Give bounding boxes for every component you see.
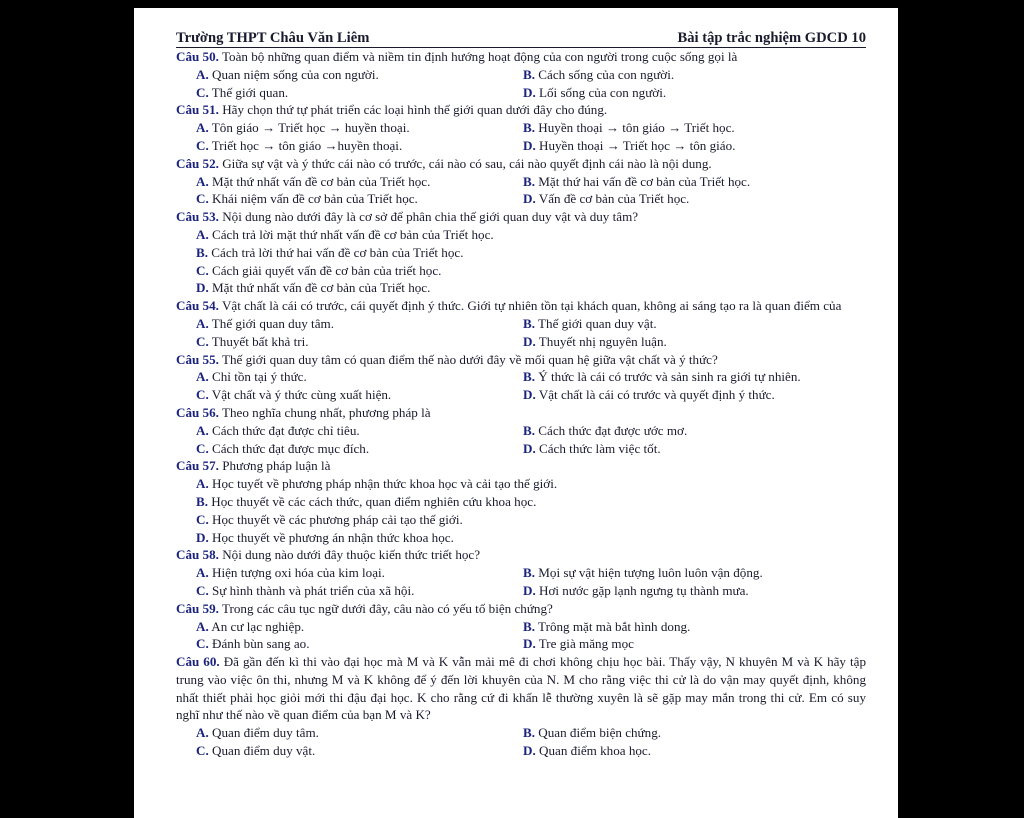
- question-59: [176, 600, 866, 653]
- school-name: Trường THPT Châu Văn Liêm: [176, 30, 370, 46]
- answer-option: [196, 386, 523, 404]
- option-row: [176, 226, 866, 244]
- option-text: Khái niệm vấn đề cơ bản của Triết học.: [208, 191, 418, 207]
- answer-option: [196, 422, 523, 440]
- option-text: Hiện tượng oxi hóa của kim loại.: [208, 565, 385, 581]
- question-60: [176, 653, 866, 760]
- question-number: Câu 55.: [176, 351, 219, 367]
- option-key: C.: [196, 84, 209, 100]
- answer-option: [196, 742, 523, 760]
- question-number: Câu 58.: [176, 547, 219, 563]
- answer-option: [196, 173, 523, 191]
- answer-option: [196, 244, 464, 262]
- option-key: B.: [523, 66, 536, 82]
- answer-option: [523, 386, 850, 404]
- answer-option: [523, 742, 850, 760]
- option-text: Tre già măng mọc: [535, 636, 634, 652]
- question-51: [176, 101, 866, 154]
- option-text: Lối sống của con người.: [535, 84, 667, 100]
- document-page: [134, 8, 898, 818]
- option-key: A.: [196, 226, 209, 242]
- option-key: A.: [196, 565, 209, 581]
- answer-option: [196, 475, 557, 493]
- option-row: [176, 422, 866, 440]
- option-text: Quan điểm duy tâm.: [208, 725, 319, 741]
- option-text: Cách thức đạt được ước mơ.: [535, 422, 688, 438]
- option-key: A.: [196, 476, 209, 492]
- option-row: [176, 511, 866, 529]
- answer-option: [523, 66, 850, 84]
- option-text: Quan điểm khoa học.: [535, 743, 652, 759]
- question-text: Thế giới quan duy tâm có quan điểm thế nào dưới đây về mối quan hệ giữa vật chất và ý thức?: [218, 351, 718, 367]
- question-50: [176, 48, 866, 101]
- question-54: [176, 297, 866, 350]
- question-text: Vật chất là cái có trước, cái quyết định ý thức. Giới tự nhiên tồn tại khách quan, không ai sáng tạo ra là quan điểm của: [218, 298, 842, 314]
- option-key: D.: [196, 280, 209, 296]
- question-stem: [176, 48, 866, 66]
- option-key: D.: [523, 137, 536, 153]
- option-text: Triết học → tôn giáo →huyền thoại.: [208, 137, 403, 153]
- option-text: Học tuyết về phương pháp nhận thức khoa học và cải tạo thế giới.: [208, 476, 558, 492]
- option-text: Học thuyết về các cách thức, quan điểm nghiên cứu khoa học.: [208, 493, 537, 509]
- option-key: D.: [523, 333, 536, 349]
- question-stem: [176, 653, 866, 724]
- option-key: A.: [196, 422, 209, 438]
- option-row: [176, 635, 866, 653]
- option-text: Mọi sự vật hiện tượng luôn luôn vận động.: [535, 565, 763, 581]
- option-key: B.: [523, 725, 536, 741]
- option-text: Thế giới quan duy tâm.: [208, 315, 334, 331]
- answer-option: [196, 226, 494, 244]
- option-key: C.: [196, 582, 209, 598]
- question-stem: [176, 155, 866, 173]
- option-text: Cách sống của con người.: [535, 66, 675, 82]
- option-key: B.: [523, 422, 536, 438]
- answer-option: [196, 529, 454, 547]
- option-key: C.: [196, 387, 209, 403]
- option-key: C.: [196, 333, 209, 349]
- question-number: Câu 59.: [176, 600, 219, 616]
- option-row: [176, 582, 866, 600]
- document-content: [176, 30, 866, 760]
- answer-option: [196, 137, 523, 155]
- option-key: D.: [523, 636, 536, 652]
- option-key: C.: [196, 137, 209, 153]
- question-52: [176, 155, 866, 208]
- question-text: Toàn bộ những quan điểm và niềm tin định hướng hoạt động của con người trong cuộc sống gọi là: [218, 49, 738, 64]
- question-56: [176, 404, 866, 457]
- option-text: Cách trả lời thứ hai vấn đề cơ bản của Triết học.: [208, 244, 464, 260]
- option-row: [176, 279, 866, 297]
- question-stem: [176, 404, 866, 422]
- page-header: [176, 30, 866, 48]
- question-number: Câu 53.: [176, 209, 219, 225]
- option-key: A.: [196, 315, 209, 331]
- option-text: Ý thức là cái có trước và sản sinh ra giới tự nhiên.: [535, 369, 801, 385]
- option-key: B.: [523, 173, 536, 189]
- option-text: Thế giới quan duy vật.: [535, 315, 657, 331]
- option-text: Vật chất và ý thức cùng xuất hiện.: [208, 387, 392, 403]
- option-row: [176, 529, 866, 547]
- answer-option: [196, 368, 523, 386]
- question-stem: [176, 600, 866, 618]
- option-row: [176, 66, 866, 84]
- option-text: Học thuyết về phương án nhận thức khoa học.: [208, 529, 454, 545]
- answer-option: [523, 137, 850, 155]
- option-text: Mặt thứ nhất vấn đề cơ bản của Triết học.: [208, 280, 431, 296]
- option-key: B.: [196, 493, 209, 509]
- answer-option: [196, 190, 523, 208]
- question-text: Giữa sự vật và ý thức cái nào có trước, cái nào có sau, cái nào quyết định cái nào là nội dung.: [218, 155, 712, 171]
- option-row: [176, 262, 866, 280]
- question-58: [176, 546, 866, 599]
- option-row: [176, 724, 866, 742]
- option-row: [176, 618, 866, 636]
- question-number: Câu 50.: [176, 49, 219, 64]
- answer-option: [523, 564, 850, 582]
- option-row: [176, 244, 866, 262]
- answer-option: [196, 119, 523, 137]
- answer-option: [196, 333, 523, 351]
- option-key: C.: [196, 743, 209, 759]
- question-list: [176, 48, 866, 760]
- option-text: Thế giới quan.: [208, 84, 289, 100]
- option-key: A.: [196, 120, 209, 136]
- option-text: Thuyết nhị nguyên luận.: [535, 333, 667, 349]
- answer-option: [196, 582, 523, 600]
- answer-option: [523, 422, 850, 440]
- option-text: Chỉ tồn tại ý thức.: [208, 369, 307, 385]
- question-number: Câu 56.: [176, 404, 219, 420]
- option-text: Cách thức đạt được chỉ tiêu.: [208, 422, 360, 438]
- option-key: B.: [196, 244, 209, 260]
- option-key: B.: [523, 315, 536, 331]
- question-55: [176, 351, 866, 404]
- answer-option: [523, 119, 850, 137]
- option-key: A.: [196, 369, 209, 385]
- question-stem: [176, 457, 866, 475]
- option-key: D.: [523, 84, 536, 100]
- option-text: Cách thức đạt được mục đích.: [208, 440, 370, 456]
- option-row: [176, 190, 866, 208]
- option-text: Vật chất là cái có trước và quyết định ý thức.: [535, 387, 775, 403]
- option-text: Tôn giáo → Triết học → huyền thoại.: [208, 120, 410, 136]
- option-key: A.: [196, 66, 209, 82]
- option-key: A.: [196, 725, 209, 741]
- answer-option: [523, 582, 850, 600]
- option-key: C.: [196, 262, 209, 278]
- option-text: Sự hình thành và phát triển của xã hội.: [208, 582, 415, 598]
- option-key: B.: [523, 618, 536, 634]
- answer-option: [196, 724, 523, 742]
- option-text: Mặt thứ nhất vấn đề cơ bản của Triết học.: [208, 173, 431, 189]
- question-number: Câu 54.: [176, 298, 219, 314]
- question-stem: [176, 351, 866, 369]
- question-text: Theo nghĩa chung nhất, phương pháp là: [218, 404, 431, 420]
- option-key: D.: [196, 529, 209, 545]
- option-key: C.: [196, 636, 209, 652]
- option-text: An cư lạc nghiệp.: [208, 618, 305, 634]
- option-key: D.: [523, 743, 536, 759]
- option-key: D.: [523, 387, 536, 403]
- answer-option: [523, 618, 850, 636]
- answer-option: [523, 315, 850, 333]
- answer-option: [196, 315, 523, 333]
- option-row: [176, 440, 866, 458]
- option-row: [176, 386, 866, 404]
- answer-option: [196, 493, 536, 511]
- option-row: [176, 315, 866, 333]
- option-text: Đánh bùn sang ao.: [208, 636, 310, 652]
- option-row: [176, 119, 866, 137]
- question-stem: [176, 101, 866, 119]
- answer-option: [196, 279, 430, 297]
- option-text: Học thuyết về các phương pháp cải tạo thế giới.: [208, 511, 463, 527]
- option-text: Trông mặt mà bắt hình dong.: [535, 618, 691, 634]
- option-key: D.: [523, 191, 536, 207]
- question-text: Nội dung nào dưới đây thuộc kiến thức triết học?: [218, 547, 481, 563]
- question-number: Câu 52.: [176, 155, 219, 171]
- option-text: Cách trả lời mặt thứ nhất vấn đề cơ bản của Triết học.: [208, 226, 494, 242]
- answer-option: [523, 635, 850, 653]
- question-stem: [176, 297, 866, 315]
- option-row: [176, 368, 866, 386]
- answer-option: [196, 564, 523, 582]
- answer-option: [523, 190, 850, 208]
- question-57: [176, 457, 866, 546]
- answer-option: [523, 173, 850, 191]
- option-text: Quan niệm sống của con người.: [208, 66, 379, 82]
- option-text: Thuyết bất khả tri.: [208, 333, 309, 349]
- question-stem: [176, 208, 866, 226]
- option-key: D.: [523, 582, 536, 598]
- option-row: [176, 742, 866, 760]
- option-row: [176, 137, 866, 155]
- answer-option: [196, 262, 441, 280]
- option-row: [176, 84, 866, 102]
- option-text: Cách giải quyết vấn đề cơ bản của triết học.: [208, 262, 442, 278]
- answer-option: [196, 84, 523, 102]
- option-text: Huyền thoại → Triết học → tôn giáo.: [535, 137, 736, 153]
- option-key: C.: [196, 191, 209, 207]
- question-number: Câu 51.: [176, 102, 219, 118]
- question-text: Trong các câu tục ngữ dưới đây, câu nào có yếu tố biện chứng?: [218, 600, 553, 616]
- answer-option: [196, 66, 523, 84]
- question-text: Phương pháp luận là: [218, 458, 331, 474]
- option-row: [176, 173, 866, 191]
- option-row: [176, 475, 866, 493]
- answer-option: [196, 618, 523, 636]
- option-row: [176, 564, 866, 582]
- option-key: D.: [523, 440, 536, 456]
- option-text: Cách thức làm việc tốt.: [535, 440, 661, 456]
- option-row: [176, 493, 866, 511]
- answer-option: [196, 635, 523, 653]
- question-stem: [176, 546, 866, 564]
- option-key: A.: [196, 618, 209, 634]
- answer-option: [523, 84, 850, 102]
- question-number: Câu 60.: [176, 654, 220, 670]
- option-key: B.: [523, 120, 536, 136]
- option-key: C.: [196, 440, 209, 456]
- option-text: Hơi nước gặp lạnh ngưng tụ thành mưa.: [535, 582, 749, 598]
- option-text: Quan điểm biện chứng.: [535, 725, 662, 741]
- option-text: Huyền thoại → tôn giáo → Triết học.: [535, 120, 735, 136]
- answer-option: [523, 440, 850, 458]
- answer-option: [523, 333, 850, 351]
- option-text: Vấn đề cơ bản của Triết học.: [535, 191, 690, 207]
- answer-option: [196, 511, 463, 529]
- answer-option: [196, 440, 523, 458]
- option-key: B.: [523, 369, 536, 385]
- question-text: Hãy chọn thứ tự phát triển các loại hình thế giới quan dưới đây cho đúng.: [218, 102, 608, 118]
- option-text: Mặt thứ hai vấn đề cơ bản của Triết học.: [535, 173, 751, 189]
- option-row: [176, 333, 866, 351]
- answer-option: [523, 368, 850, 386]
- question-text: Nội dung nào dưới đây là cơ sở để phân chia thế giới quan duy vật và duy tâm?: [218, 209, 639, 225]
- question-53: [176, 208, 866, 297]
- option-key: B.: [523, 565, 536, 581]
- subject-title: Bài tập trắc nghiệm GDCD 10: [677, 30, 866, 46]
- answer-option: [523, 724, 850, 742]
- option-key: C.: [196, 511, 209, 527]
- question-number: Câu 57.: [176, 458, 219, 474]
- question-text: Đã gần đến kì thi vào đại học mà M và K vẫn mải mê đi chơi không chịu học bài. Thấy vậy, N khuyên M và K hãy tập trung vào việc ôn thi, nhưng M và K không để ý đến lời khuyên của N. M cho rằng việc thi cử là do vận may quyết định, không nhất thiết phải học giỏi mới thi đậu đại học. K cho rằng cứ đi khấn lễ thường xuyên là sẽ gặp may mắn trong thi cử. Em có suy nghĩ như thế nào về quan điểm của bạn M và K?: [176, 654, 866, 723]
- option-key: A.: [196, 173, 209, 189]
- option-text: Quan điểm duy vật.: [208, 743, 316, 759]
